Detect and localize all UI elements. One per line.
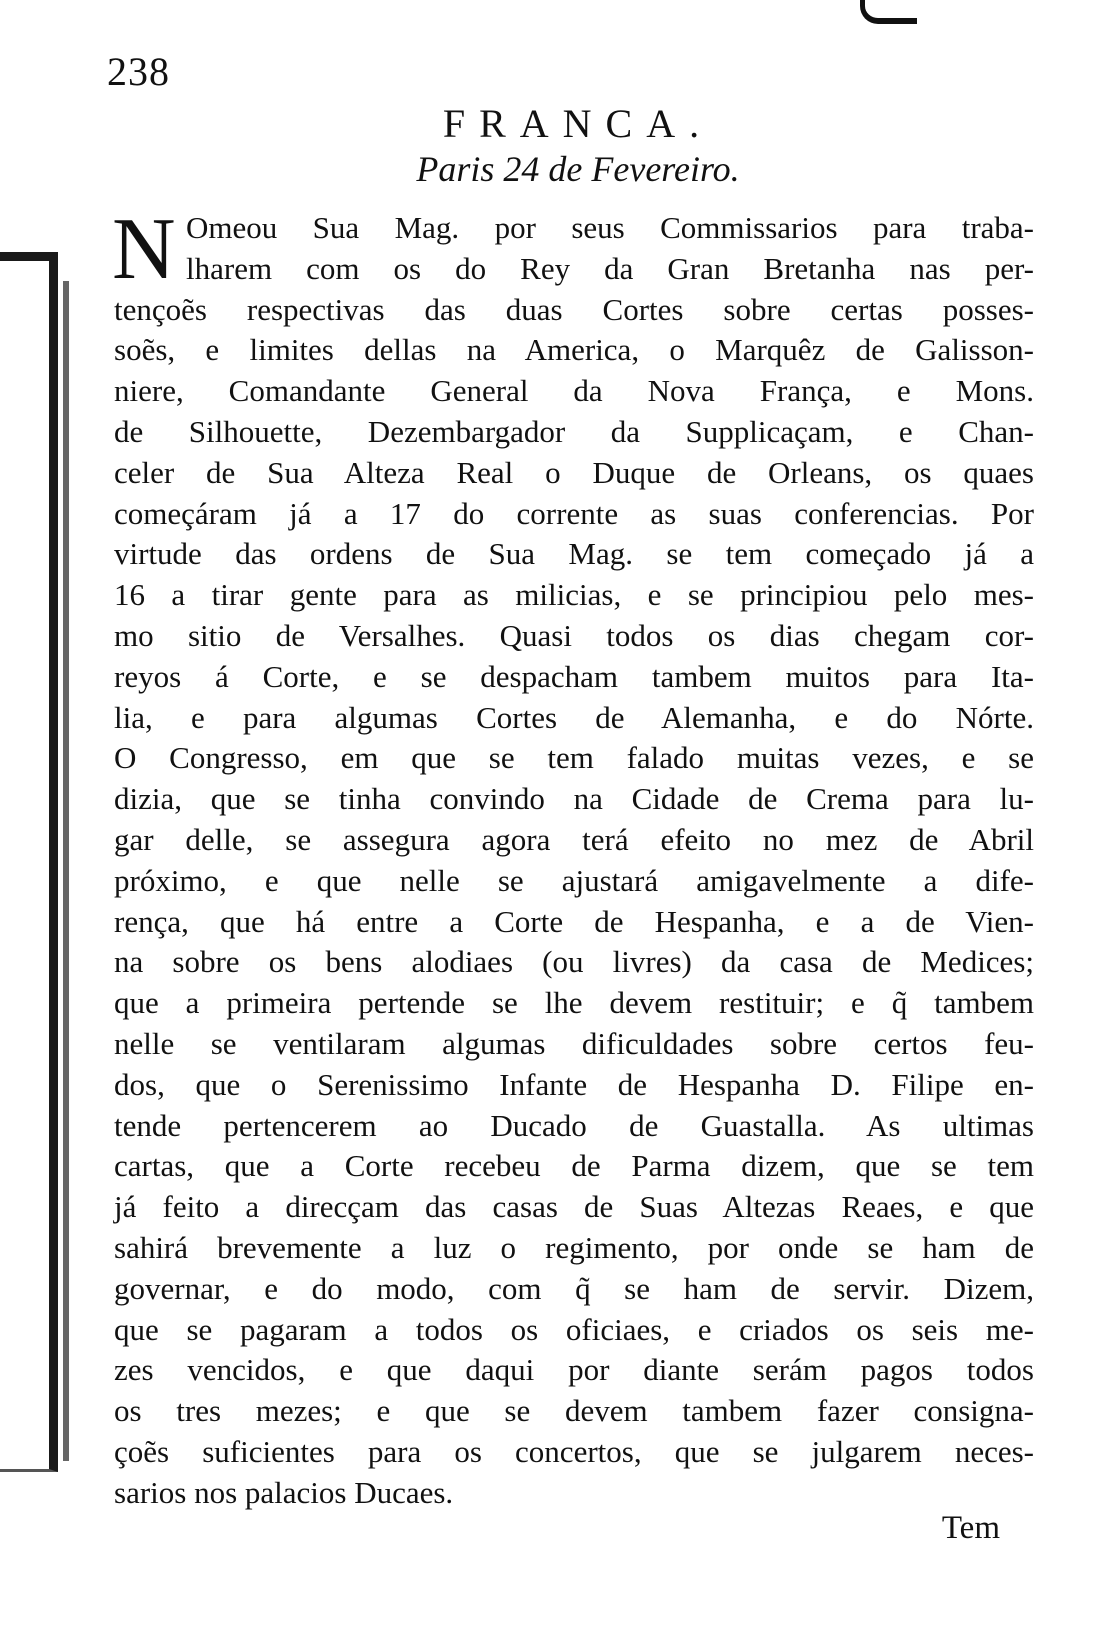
text-line: que se pagaram a todos os oficiaes, e criados os seis me- (114, 1311, 1034, 1347)
text-line: de Silhouette, Dezembargador da Supplicaçam, e Chan- (114, 413, 1034, 449)
text-line: próximo, e que nelle se ajustará amigavelmente a dife- (114, 862, 1034, 898)
text-line: na sobre os bens alodiaes (ou livres) da casa de Medices; (114, 944, 1034, 980)
text-line: dos, que o Serenissimo Infante de Hespanha D. Filipe en- (114, 1066, 1034, 1102)
text-line: reyos á Corte, e se despacham tambem muitos para Ita- (114, 658, 1034, 694)
text-line: nelle se ventilaram algumas dificuldades sobre certos feu- (114, 1025, 1034, 1061)
binding-edge (0, 252, 58, 1472)
text-line: governar, e do modo, com q̃ se ham de servir. Dizem, (114, 1270, 1034, 1306)
text-line: virtude das ordens de Sua Mag. se tem começado já a (114, 536, 1034, 572)
article-body (112, 201, 1034, 1514)
text-line: dizia, que se tinha convindo na Cidade de Crema para lu- (114, 781, 1034, 817)
article-lines (112, 201, 1034, 1514)
text-line: tençoẽs respectivas das duas Cortes sobre certas posses- (114, 291, 1034, 327)
section-title: FRANCA. (442, 101, 714, 146)
text-line: já feito a direcçam das casas de Suas Altezas Reaes, e que (114, 1189, 1034, 1225)
drop-cap: N (112, 201, 176, 298)
text-line: lharem com os do Rey da Gran Bretanha nas per- (186, 250, 1034, 286)
page-number: 238 (107, 49, 170, 94)
text-line: Omeou Sua Mag. por seus Commissarios para traba- (186, 210, 1034, 245)
text-line: 16 a tirar gente para as milicias, e se principiou pelo mes- (114, 577, 1034, 613)
text-line: que a primeira pertende se lhe devem restituir; e q̃ tambem (114, 985, 1034, 1021)
catchword: Tem (941, 1510, 1000, 1546)
text-line: sarios nos palacios Ducaes. (114, 1474, 454, 1510)
text-line: tende pertencerem ao Ducado de Guastalla. As ultimas (114, 1107, 1034, 1143)
text-line: çoẽs suficientes para os concertos, que se julgarem neces- (114, 1433, 1034, 1469)
dateline: Paris 24 de Fevereiro. (416, 149, 740, 189)
text-line: mo sitio de Versalhes. Quasi todos os dias chegam cor- (114, 617, 1034, 653)
text-line: sahirá brevemente a luz o regimento, por onde se ham de (114, 1229, 1034, 1265)
text-line: cartas, que a Corte recebeu de Parma dizem, que se tem (114, 1148, 1034, 1184)
text-line: celer de Sua Alteza Real o Duque de Orleans, os quaes (114, 454, 1034, 490)
text-line: os tres mezes; e que se devem tambem fazer consigna- (114, 1393, 1034, 1429)
text-line: O Congresso, em que se tem falado muitas vezes, e se (114, 740, 1034, 776)
text-line: niere, Comandante General da Nova França, e Mons. (114, 373, 1034, 409)
text-line: rença, que há entre a Corte de Hespanha, e a de Vien- (114, 903, 1034, 939)
text-line: começáram já a 17 do corrente as suas conferencias. Por (114, 495, 1034, 531)
text-line: zes vencidos, e que daqui por diante serám pagos todos (114, 1352, 1034, 1388)
text-line: lia, e para algumas Cortes de Alemanha, e do Nórte. (114, 699, 1034, 735)
text-line: soẽs, e limites dellas na America, o Marquêz de Galisson- (114, 332, 1034, 368)
page-edge-mark (860, 0, 917, 24)
text-line: gar delle, se assegura agora terá efeito no mez de Abril (114, 821, 1034, 857)
